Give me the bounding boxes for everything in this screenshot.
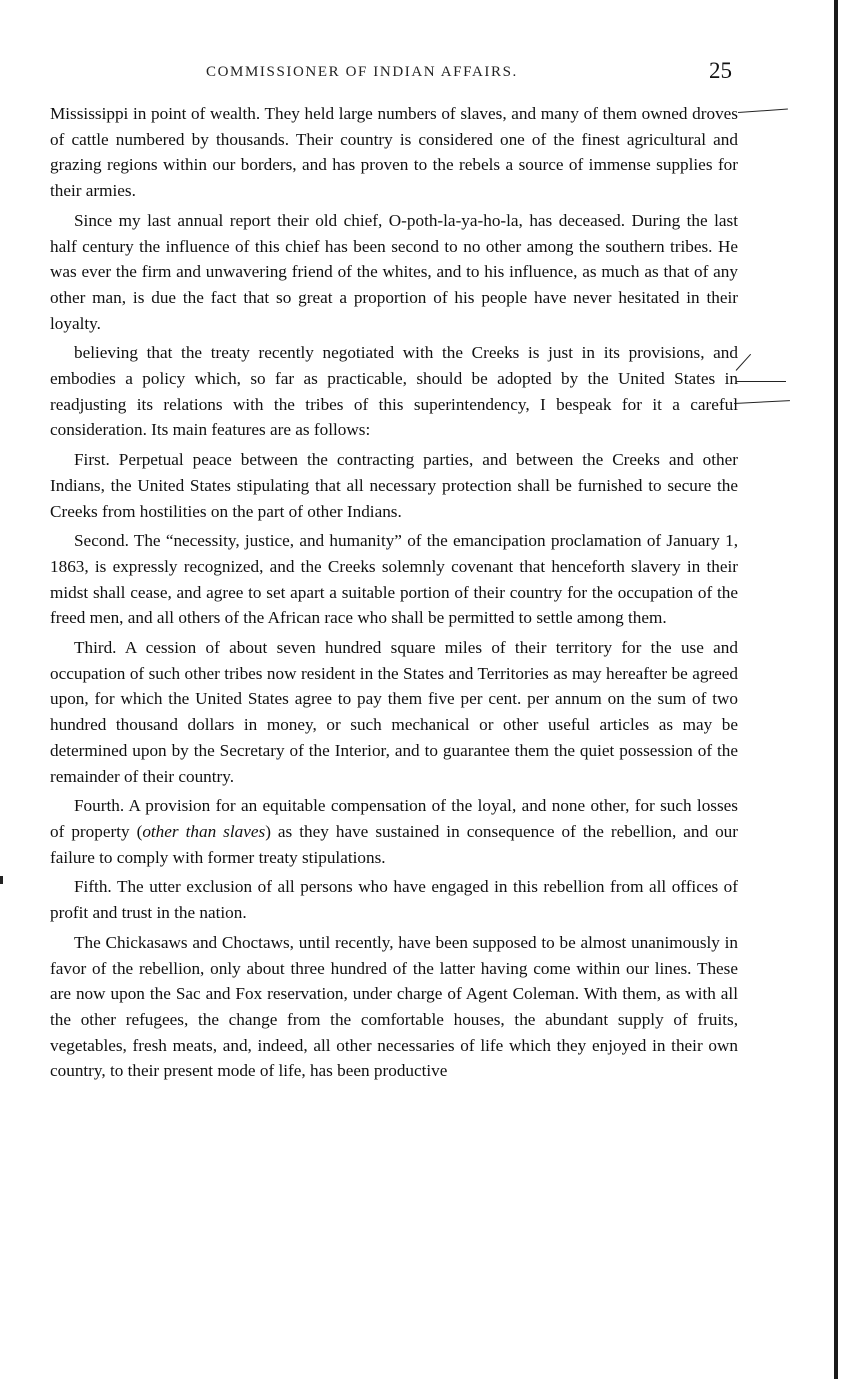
fourth-text-end: ) as they have sustained in consequence of the rebellion, and our failure to comply with former treaty stipulations. [50,821,738,867]
paragraph-second-provision: Second. The “necessity, justice, and humanity” of the emancipation proclamation of January 1, 1863, is expressly recognized, and the Creeks solemnly covenant that henceforth slavery in their midst shall cease, and agree to set apart a suitable portion of their country for the occupation of the freed men, and all others of the African race who shall be permitted to settle among them. [50,531,738,628]
paragraph-first-provision: First. Perpetual peace between the contracting parties, and between the Creeks and other Indians, the United States stipulating that all necessary protection shall be furnished to secure the Creeks from hostilities on the part of other Indians. [50,450,738,521]
fourth-italic-phrase: other than slaves [142,821,266,841]
paragraph-fourth-provision [50,793,738,870]
paragraph-chief-deceased: Since my last annual report their old chief, O-poth-la-ya-ho-la, has deceased. During the last half century the influence of this chief has been second to no other among the southern tribes. He was ever the firm and unwavering friend of the whites, and to his influence, as much as that of any other man, is due the fact that so great a proportion of his people have never hesitated in their loyalty. [50,210,738,333]
page-header [48,58,738,88]
margin-pen-mark [738,109,788,113]
paragraph-chickasaws-choctaws: The Chickasaws and Choctaws, until recently, have been supposed to be almost unanimously in favor of the rebellion, only about three hundred of the latter having come within our lines. These are now upon the Sac and Fox reservation, under charge of Agent Coleman. With them, as with all the other refugees, the change from the comfortable houses, the abundant supply of fruits, vegetables, fresh meats, and, indeed, all other necessaries of life which they enjoyed in their own country, to their present mode of life, has been productive [50,932,738,1081]
paragraph-creek-treaty: believing that the treaty recently negotiated with the Creeks is just in its provisions, and embodies a policy which, so far as practicable, should be adopted by the United States in readjusting its relations with the tribes of this superintendency, I bespeak for it a careful consideration. Its main features are as follows: [50,343,738,440]
body-text [50,101,738,1088]
margin-pen-mark [736,381,786,382]
fourth-text-start: Fourth. A provision for an equitable compensation of the loyal, and none other, for such losses of property ( [50,796,738,841]
page-edge-rule [834,0,838,1379]
running-title: COMMISSIONER OF INDIAN AFFAIRS. [206,64,518,80]
paragraph-continuation: Mississippi in point of wealth. They held large numbers of slaves, and many of them owned droves of cattle numbered by thousands. Their country is considered one of the finest agricultural and grazing regions within our borders, and has proven to the rebels a source of immense supplies for their armies. [50,104,738,201]
margin-pen-mark [734,400,790,404]
paragraph-fifth-provision: Fifth. The utter exclusion of all persons who have engaged in this rebellion from all offices of profit and trust in the nation. [50,877,738,923]
paragraph-third-provision: Third. A cession of about seven hundred square miles of their territory for the use and occupation of such other tribes now resident in the States and Territories as may hereafter be agreed upon, for which the United States agree to pay them five per cent. per annum on the sum of two hundred thousand dollars in money, or such mechanical or other useful articles as may be determined upon by the Secretary of the Interior, and to guarantee them the quiet possession of the remainder of their country. [50,638,738,786]
page-number: 25 [709,58,732,83]
margin-speck [0,876,3,884]
